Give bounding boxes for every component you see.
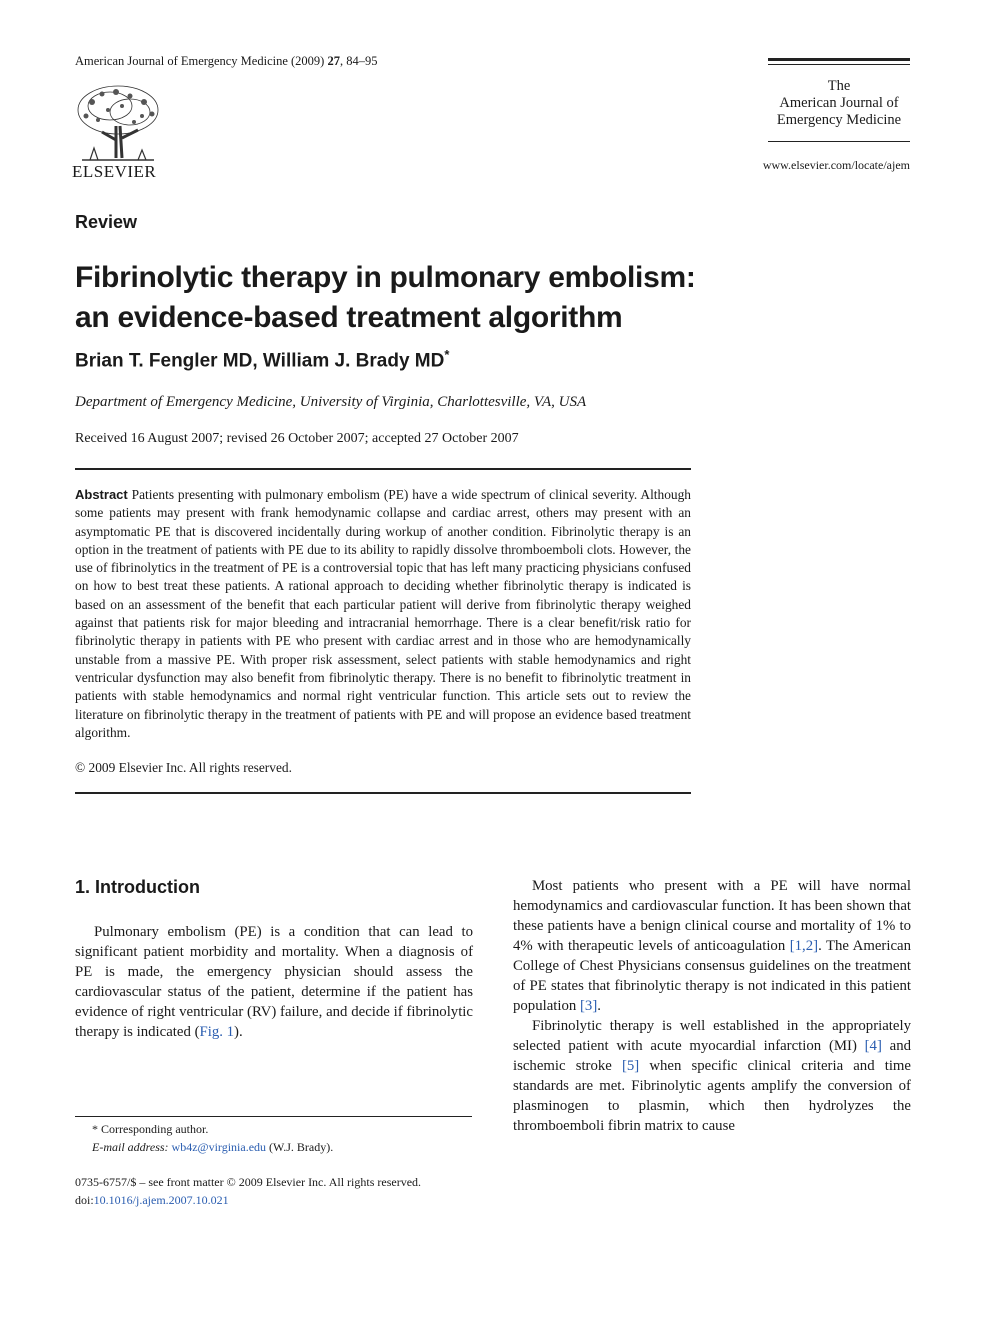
right-column — [513, 876, 911, 1136]
journal-citation: American Journal of Emergency Medicine (2009) 27, 84–95 — [75, 54, 378, 68]
affiliation: Department of Emergency Medicine, University of Virginia, Charlottesville, VA, USA — [75, 394, 587, 410]
article-type: Review — [75, 212, 138, 232]
masthead-rule — [768, 64, 910, 65]
intro-paragraph: Pulmonary embolism (PE) is a condition that can lead to significant patient morbidity and mortality. When a diagnosis of PE is made, the emergency physician should assess the cardiovascular status of the patient, determine if the patient has evidence of right ventricular (RV) failure, and decide if fibrinolytic therapy is indicated (Fig. 1). — [75, 924, 473, 1040]
article-title: Fibrinolytic therapy in pulmonary embolism: an evidence-based treatment algorithm — [75, 261, 696, 334]
email-link[interactable]: wb4z@virginia.edu — [171, 1140, 267, 1154]
received-dates: Received 16 August 2007; revised 26 October 2007; accepted 27 October 2007 — [75, 431, 519, 446]
abstract-text: Patients presenting with pulmonary embolism (PE) have a wide spectrum of clinical severity. Although some patients may present with frank hemodynamic collapse and cardiac arrest, others may present with an asymptomatic PE that is discovered incidentally during workup of another condition. Fibrinolytic therapy is an option in the treatment of patients with PE due to its ability to rapidly dissolve thromboemboli clots. However, the use of fibrinolytics in the treatment of PE is a controversial topic that has left many practicing physicians confused on how to best treat these patients. A rational approach to deciding whether fibrinolytic therapy is indicated is based on an assessment of the benefit that each particular patient will derive from fibrinolytic therapy weighed against that patients risk for major bleeding and intracranial hemorrhage. There is a clear benefit/risk ratio for fibrinolytic therapy in patients with PE who present with cardiac arrest and in those who are hemodynamically unstable from a massive PE. With proper risk assessment, select patients with stable hemodynamics and right ventricular dysfunction may also benefit from fibrinolytic therapy. There is no benefit to fibrinolytic treatment in patients with stable hemodynamics and normal right ventricular function. This article sets out to review the literature on fibrinolytic therapy in the treatment of patients with PE and will propose an evidence based treatment algorithm. — [75, 487, 691, 740]
body-paragraph: Most patients who present with a PE will have normal hemodynamics and cardiovascular function. It has been shown that these patients have a benign clinical course and mortality of 1% to 4% with therapeutic levels of anticoagulation [1,2]. The American College of Chest Physicians consensus guidelines on the treatment of PE states that fibrinolytic therapy is not indicated in this patient population [3]. — [513, 878, 911, 1014]
abstract-label: Abstract — [75, 487, 128, 502]
journal-volume: 27 — [327, 54, 340, 68]
section-heading-introduction: 1. Introduction — [75, 877, 200, 897]
abstract-top-rule — [75, 468, 691, 470]
footnote-corresponding: * Corresponding author. E-mail address: wb4z@virginia.edu (W.J. Brady). — [92, 1122, 334, 1154]
corresponding-author-mark: * — [444, 347, 450, 362]
body-paragraph: Fibrinolytic therapy is well established in the appropriately selected patient with acute myocardial infarction (MI) [4] and ischemic stroke [5] when specific clinical criteria and time standards are met. Fibrinolytic agents amplify the conversion of plasminogen to plasmin, which then hydrolyzes the thromboemboli fibrin matrix to cause — [513, 1018, 912, 1134]
reference-link[interactable]: [1,2] — [789, 938, 819, 954]
reference-link[interactable]: [4] — [864, 1038, 882, 1054]
left-column — [75, 922, 473, 1042]
footnote-issn: 0735-6757/$ – see front matter © 2009 Elsevier Inc. All rights reserved. doi:10.1016/j.ajem.2007.10.021 — [75, 1175, 422, 1207]
elsevier-wordmark: ELSEVIER — [72, 162, 157, 181]
masthead-rule — [768, 141, 910, 142]
journal-masthead: The American Journal of Emergency Medicine — [776, 78, 902, 128]
doi-link[interactable]: 10.1016/j.ajem.2007.10.021 — [93, 1193, 229, 1207]
abstract-bottom-rule — [75, 792, 691, 794]
reference-link[interactable]: [5] — [621, 1058, 640, 1074]
masthead-rule — [768, 58, 910, 61]
abstract — [75, 486, 691, 742]
journal-url[interactable]: www.elsevier.com/locate/ajem — [762, 158, 910, 172]
reference-link[interactable]: [3] — [580, 998, 598, 1014]
abstract-copyright: © 2009 Elsevier Inc. All rights reserved. — [75, 760, 292, 775]
author-list: Brian T. Fengler MD, William J. Brady MD* — [75, 347, 450, 372]
footnote-rule — [75, 1116, 472, 1117]
figure-link[interactable]: Fig. 1 — [199, 1024, 235, 1040]
